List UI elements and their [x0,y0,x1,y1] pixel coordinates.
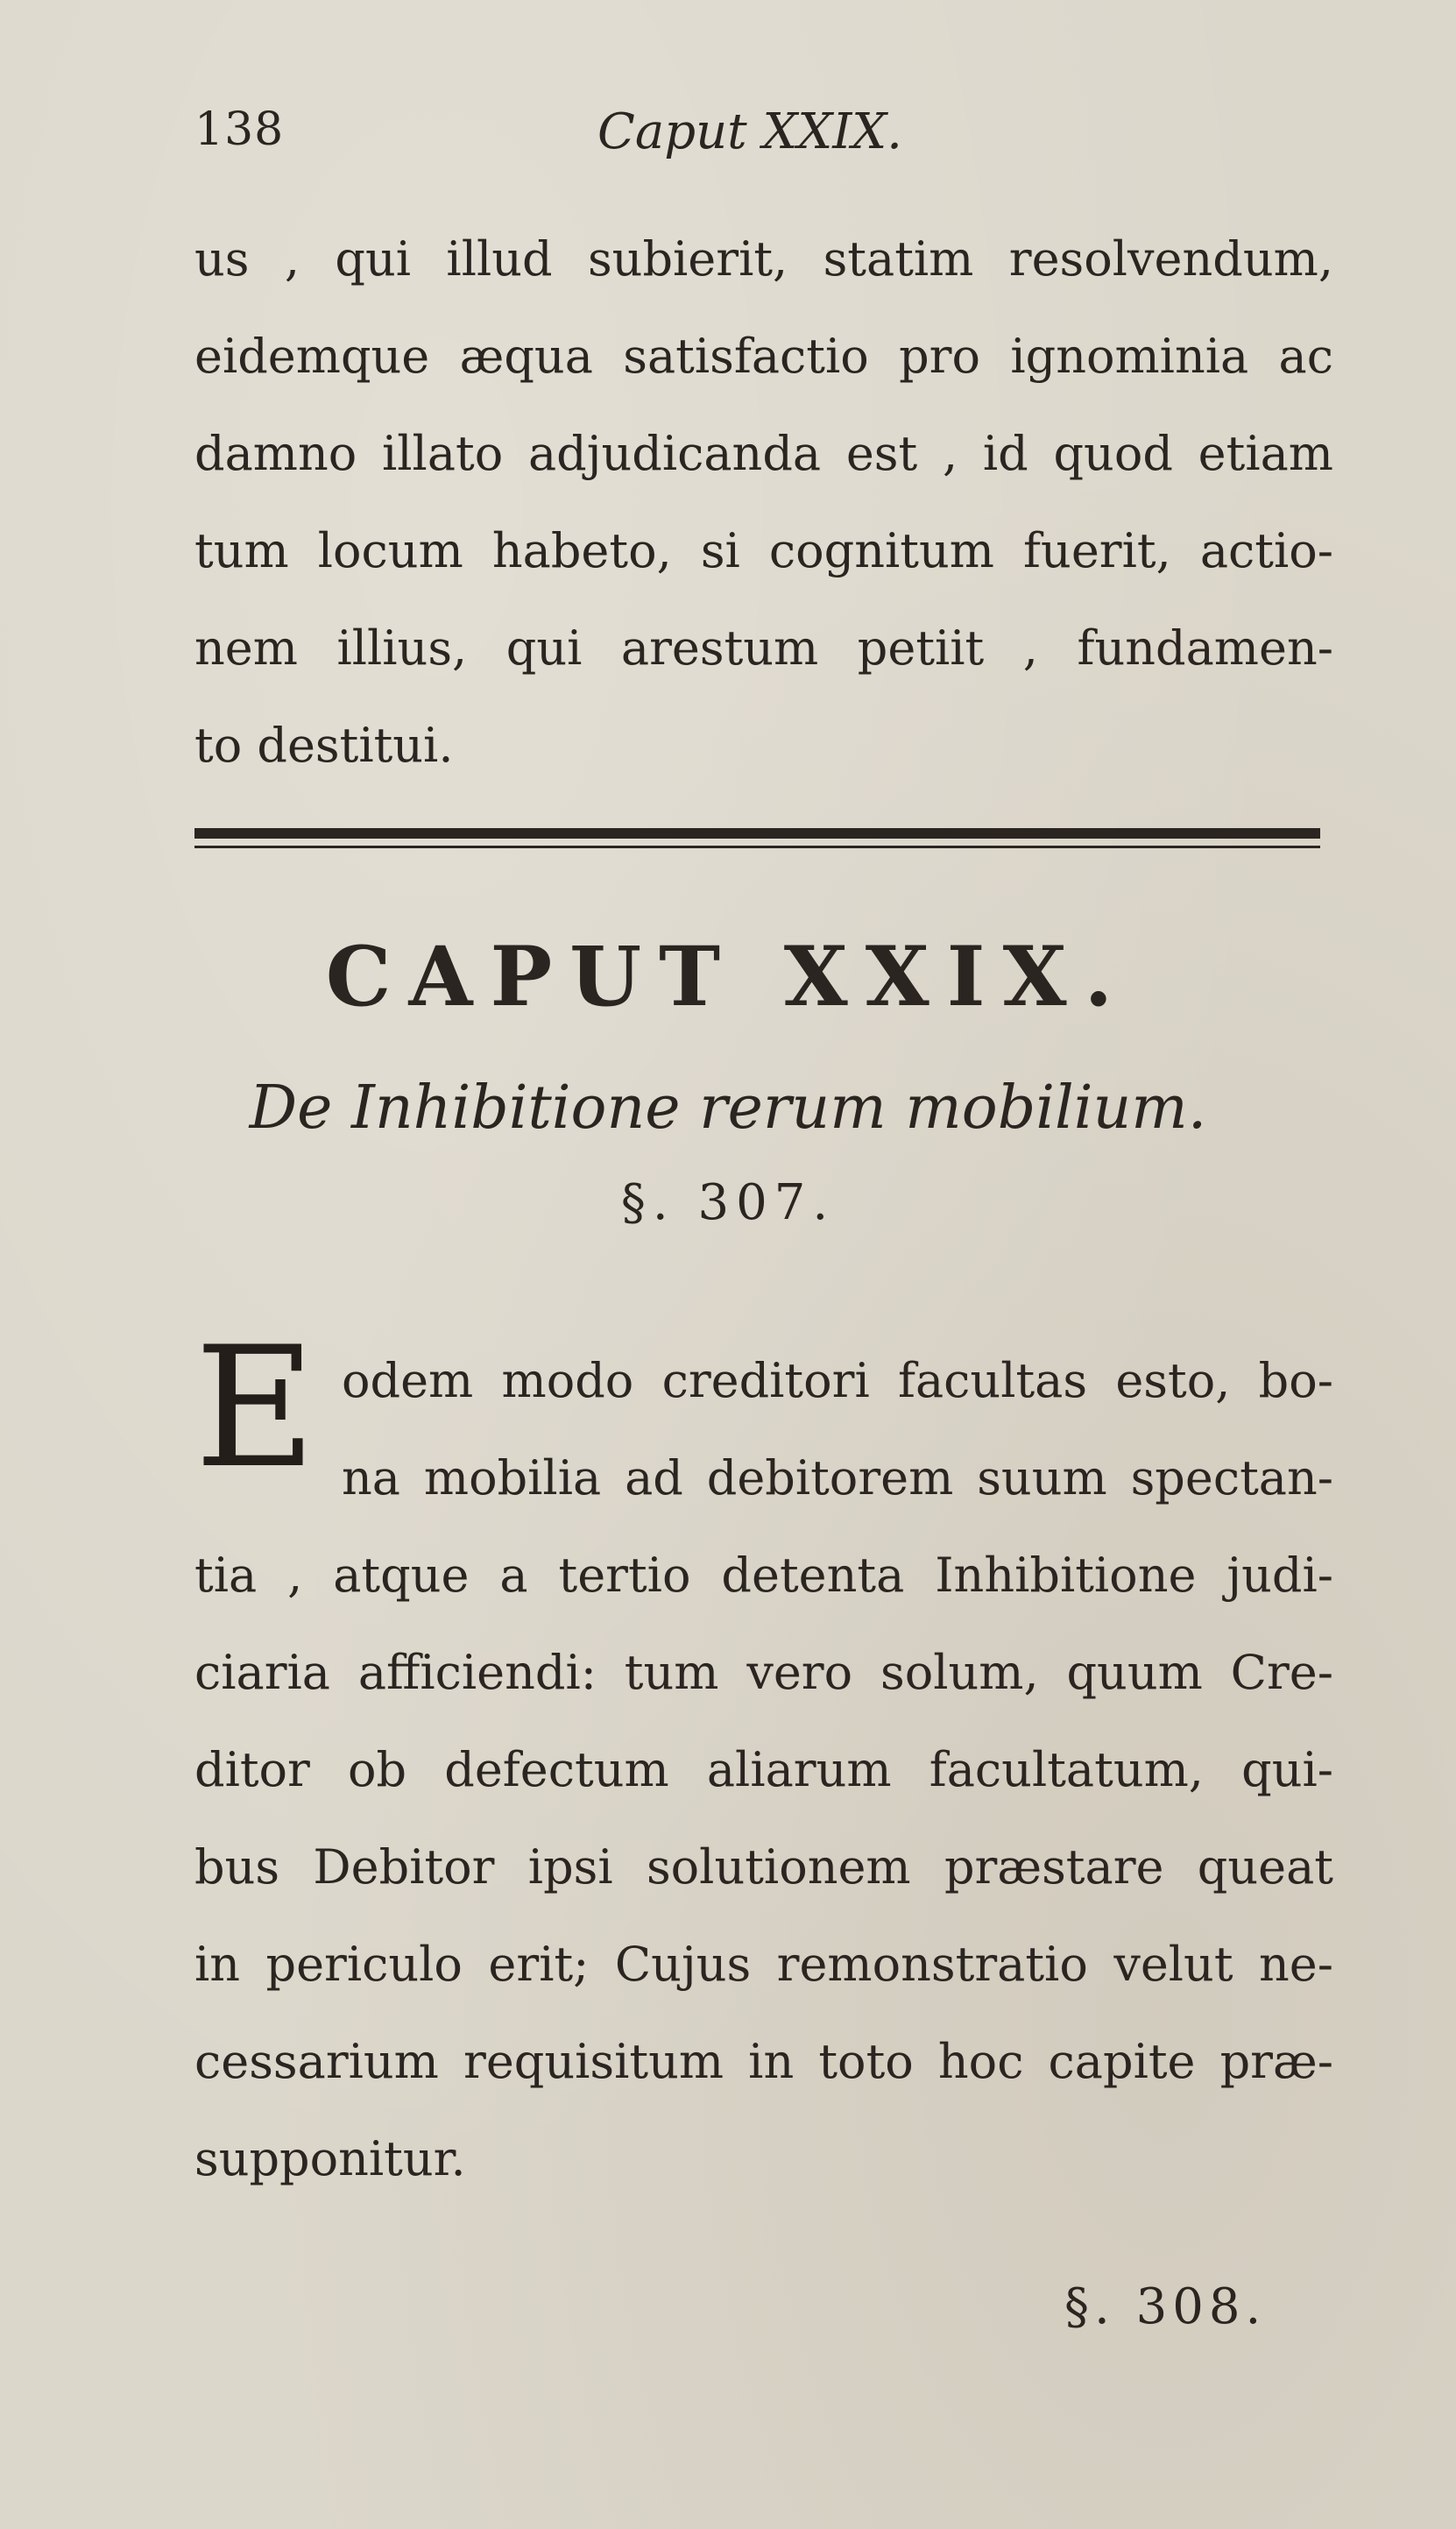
thin-rule [194,846,1320,848]
text-line: damno illato adjudicanda est , id quod etiam [194,426,1333,481]
text-line: tia , atque a tertio detenta Inhibitione judi- [194,1548,1333,1603]
section-paragraph [194,1311,1333,2207]
section-number: §. 307. [620,1174,836,1231]
text-line: in periculo erit; Cujus remonstratio velut ne- [194,1937,1333,1992]
text-line: ditor ob defectum aliarum facultatum, qui- [194,1742,1333,1797]
running-title: Caput XXIX. [597,103,902,160]
text-line: supponitur. [194,2131,466,2186]
thick-rule [194,828,1320,839]
text-line: ciaria afficiendi: tum vero solum, quum Cre- [194,1645,1333,1700]
text-line: tum locum habeto, si cognitum fuerit, actio- [194,523,1333,578]
text-line: bus Debitor ipsi solutionem præstare queat [194,1839,1333,1895]
drop-cap: E [194,1311,316,1505]
running-head [194,103,1333,174]
text-line: odem modo creditori facultas esto, bo- [342,1353,1333,1408]
chapter-heading: CAPUT XXIX. [325,929,1131,1025]
page-number: 138 [194,103,285,156]
text-line: na mobilia ad debitorem suum spectan- [342,1450,1333,1505]
text-line: cessarium requisitum in toto hoc capite præ- [194,2034,1333,2089]
catchword: §. 308. [1064,2278,1267,2335]
chapter-subtitle: De Inhibitione rerum mobilium. [249,1073,1207,1143]
text-line: to destitui. [194,718,454,773]
text-line: eidemque æqua satisfactio pro ignominia ac [194,329,1333,384]
carry-over-paragraph [194,210,1333,794]
text-line: us , qui illud subierit, statim resolvendum, [194,231,1333,287]
chapter-divider-rule [194,828,1320,848]
text-line: nem illius, qui arestum petiit , fundamen- [194,620,1333,676]
